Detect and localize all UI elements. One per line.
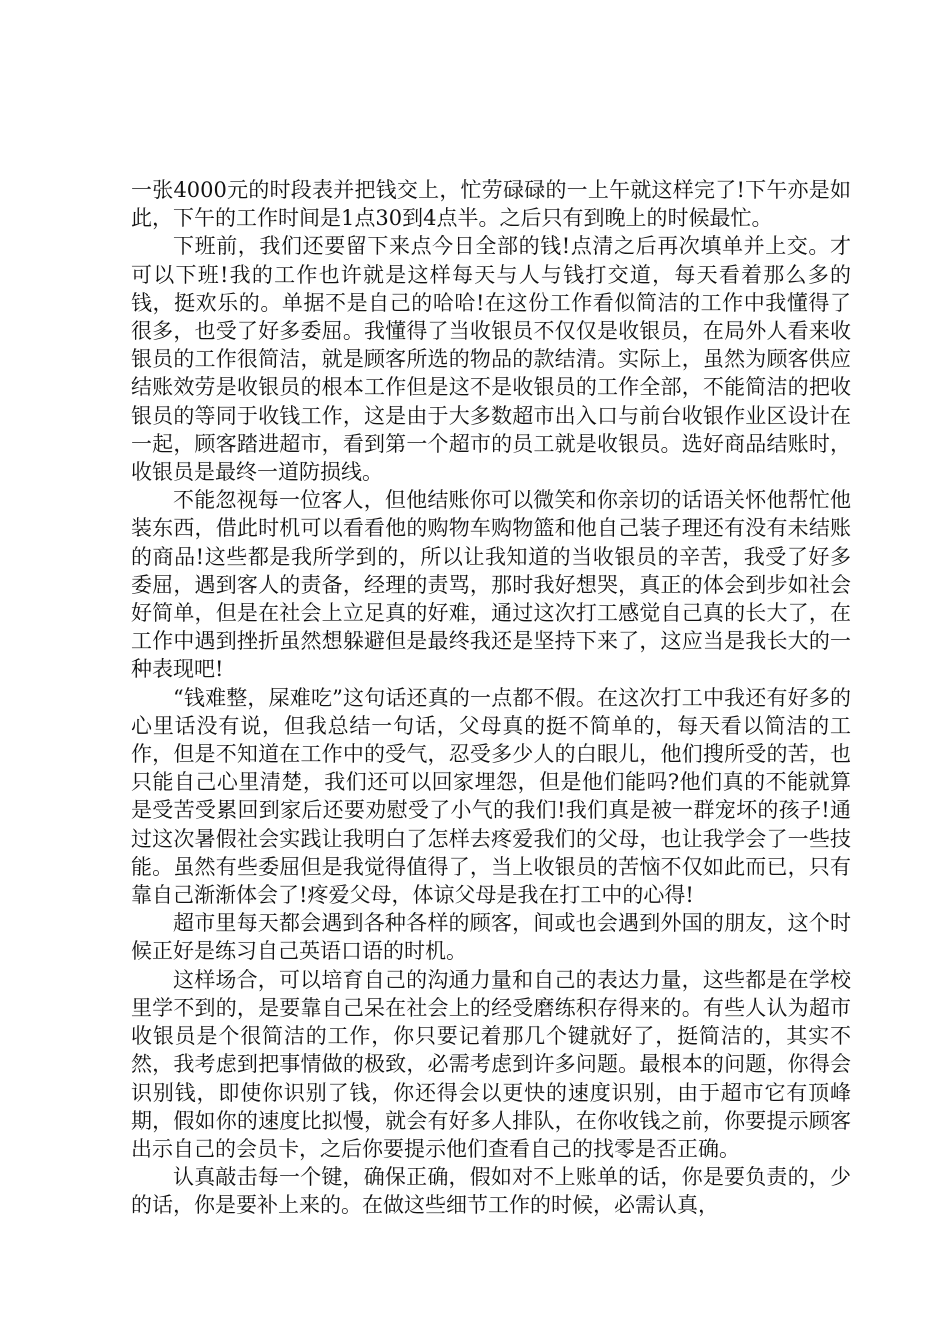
paragraph-5: 超市里每天都会遇到各种各样的顾客，间或也会遇到外国的朋友，这个时候正好是练习自己英语口语的时机。 (131, 911, 851, 964)
paragraph-1: 一张4000元的时段表并把钱交上，忙劳碌碌的一上午就这样完了!下午亦是如此，下午的工作时间是1点30到4点半。之后只有到晚上的时候最忙。 (131, 178, 851, 231)
paragraph-3: 不能忽视每一位客人，但他结账你可以微笑和你亲切的话语关怀他帮忙他装东西，借此时机可以看看他的购物车购物篮和他自己装子理还有没有未结账的商品!这些都是我所学到的，所以让我知道的当收银员的辛苦，我受了好多委屈，遇到客人的责备，经理的责骂，那时我好想哭，真正的体会到步如社会好简单，但是在社会上立足真的好难，通过这次打工感觉自己真的长大了，在工作中遇到挫折虽然想躲避但是最终我还是坚持下来了，这应当是我长大的一种表现吧! (131, 488, 851, 682)
paragraph-7: 认真敲击每一个键，确保正确，假如对不上账单的话，你是要负责的，少的话，你是要补上来的。在做这些细节工作的时候，必需认真， (131, 1165, 851, 1218)
paragraph-6: 这样场合，可以培育自己的沟通力量和自己的表达力量，这些都是在学校里学不到的，是要靠自己呆在社会上的经受磨练积存得来的。有些人认为超市收银员是个很简洁的工作，你只要记着那几个键就好了，挺简洁的，其实不然，我考虑到把事情做的极致，必需考虑到许多问题。最根本的问题，你得会识别钱，即使你识别了钱，你还得会以更快的速度识别，由于超市它有顶峰期，假如你的速度比拟慢，就会有好多人排队，在你收钱之前，你要提示顾客出示自己的会员卡，之后你要提示他们查看自己的找零是否正确。 (131, 967, 851, 1161)
paragraph-2: 下班前，我们还要留下来点今日全部的钱!点清之后再次填单并上交。才可以下班!我的工作也许就是这样每天与人与钱打交道，每天看着那么多的钱，挺欢乐的。单据不是自己的哈哈!在这份工作看似简洁的工作中我懂得了很多，也受了好多委屈。我懂得了当收银员不仅仅是收银员，在局外人看来收银员的工作很简洁，就是顾客所选的物品的款结清。实际上，虽然为顾客供应结账效劳是收银员的根本工作但是这不是收银员的工作全部，不能简洁的把收银员的等同于收钱工作，这是由于大多数超市出入口与前台收银作业区设计在一起，顾客踏进超市，看到第一个超市的员工就是收银员。选好商品结账时，收银员是最终一道防损线。 (131, 234, 851, 485)
document-body (131, 176, 851, 1220)
paragraph-4: “钱难整，屎难吃”这句话还真的一点都不假。在这次打工中我还有好多的心里话没有说，但我总结一句话，父母真的挺不简单的，每天看以简洁的工作，但是不知道在工作中的受气，忍受多少人的白眼儿，他们搜所受的苦，也只能自己心里清楚，我们还可以回家埋怨，但是他们能吗?他们真的不能就算是受苦受累回到家后还要劝慰受了小气的我们!我们真是被一群宠坏的孩子!通过这次暑假社会实践让我明白了怎样去疼爱我们的父母，也让我学会了一些技能。虽然有些委屈但是我觉得值得了，当上收银员的苦恼不仅如此而已，只有靠自己渐渐体会了!疼爱父母，体谅父母是我在打工中的心得! (131, 685, 851, 908)
